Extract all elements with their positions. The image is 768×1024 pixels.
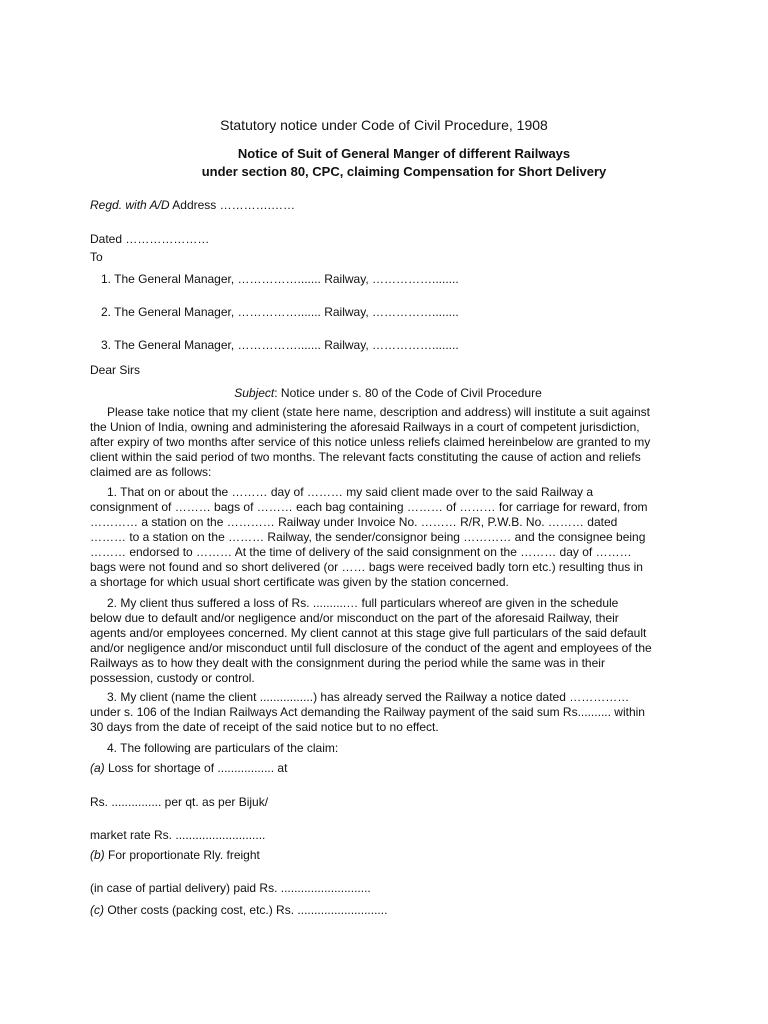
para1-line: ……… to a station on the ……… Railway, the sender/consignor being ………… and the consignee being: [90, 530, 646, 544]
para1-line: a shortage for which usual short certificate was given by the station concerned.: [90, 575, 509, 589]
regd-address: Address ………….……: [169, 198, 295, 212]
regd-label: Regd. with A/D: [90, 198, 170, 212]
addressee-3: 3. The General Manager, ……………....... Railway, ……………........: [101, 338, 459, 352]
addressee-1: 1. The General Manager, ……………....... Railway, ……………........: [101, 272, 459, 286]
claim-a: [90, 761, 287, 776]
claim-b-paid: (in case of partial delivery) paid Rs. ...........................: [90, 881, 371, 895]
regd-line: [90, 198, 295, 213]
para2-line: possession, custody or control.: [90, 671, 255, 685]
claim-a-label: (a): [90, 761, 105, 775]
subject-label: Subject: [234, 386, 275, 400]
para1-line: ……… endorsed to ……… At the time of delivery of the said consignment on the ……… day of ………: [90, 545, 632, 559]
statutory-heading: Statutory notice under Code of Civil Procedure, 1908: [220, 117, 548, 133]
para2-line: agents and/or employees concerned. My client cannot at this stage give full particulars of the said default: [90, 626, 647, 640]
claim-a-rate: Rs. ............... per qt. as per Bijuk/: [90, 795, 269, 809]
intro-line: claimed are as follows:: [90, 465, 212, 479]
para1-line: 1. That on or about the ……… day of ……… my said client made over to the said Railway a: [107, 485, 594, 499]
subject-text: : Notice under s. 80 of the Code of Civil Procedure: [274, 386, 542, 400]
para2-line: 2. My client thus suffered a loss of Rs. ..........… full particulars whereof are given in the schedule: [107, 596, 619, 610]
claim-a-text: Loss for shortage of ................. at: [104, 761, 288, 775]
claim-c-label: (c): [90, 903, 104, 917]
para2-line: below due to default and/or negligence and/or misconduct on the part of the aforesaid Railway, their: [90, 611, 619, 625]
intro-line: after expiry of two months after service of this notice unless reliefs claimed hereinbelow are granted to my: [90, 435, 651, 449]
title-line-1: Notice of Suit of General Manger of different Railways: [237, 146, 571, 161]
para1-line: ………… a station on the ………… Railway under Invoice No. ……… R/R, P.W.B. No. ……… dated: [90, 515, 618, 529]
intro-line: Please take notice that my client (state here name, description and address) will institute a suit against: [107, 405, 650, 419]
subject-line: [0, 386, 768, 401]
para4-line: 4. The following are particulars of the claim:: [107, 741, 339, 755]
title-line-2: under section 80, CPC, claiming Compensation for Short Delivery: [201, 164, 607, 179]
claim-b-label: (b): [90, 848, 105, 862]
para3-line: 30 days from the date of receipt of the said notice but to no effect.: [90, 720, 439, 734]
claim-a-market: market rate Rs. ...........................: [90, 828, 266, 842]
claim-c-text: Other costs (packing cost, etc.) Rs. ...........................: [104, 903, 388, 917]
claim-b-text: For proportionate Rly. freight: [104, 848, 260, 862]
para2-line: and/or negligence and/or misconduct until full disclosure of the conduct of the agent and employees of the: [90, 641, 652, 655]
salutation: Dear Sirs: [90, 363, 141, 377]
para1-line: consignment of ……… bags of ……… each bag containing ……… of ……… for carriage for reward, from: [90, 500, 648, 514]
intro-line: client within the said period of two months. The relevant facts constituting the cause of action and reliefs: [90, 450, 641, 464]
para3-line: 3. My client (name the client ................) has already served the Railway a notice dated ……………: [107, 690, 630, 704]
para2-line: Railways as to how they dealt with the consignment during the period while the same was in their: [90, 656, 605, 670]
addressee-2: 2. The General Manager, ……………....... Railway, ……………........: [101, 305, 459, 319]
dated-line: Dated …………………: [90, 232, 210, 246]
para3-line: under s. 106 of the Indian Railways Act demanding the Railway payment of the said sum Rs.......... within: [90, 705, 645, 719]
para1-line: bags were not found and so short delivered (or …… bags were received badly torn etc.) resulting thus in: [90, 560, 643, 574]
claim-b: [90, 848, 260, 863]
to-line: To: [90, 250, 103, 264]
claim-c: [90, 903, 387, 918]
intro-line: the Union of India, owning and administering the aforesaid Railways in a court of competent jurisdiction,: [90, 420, 640, 434]
